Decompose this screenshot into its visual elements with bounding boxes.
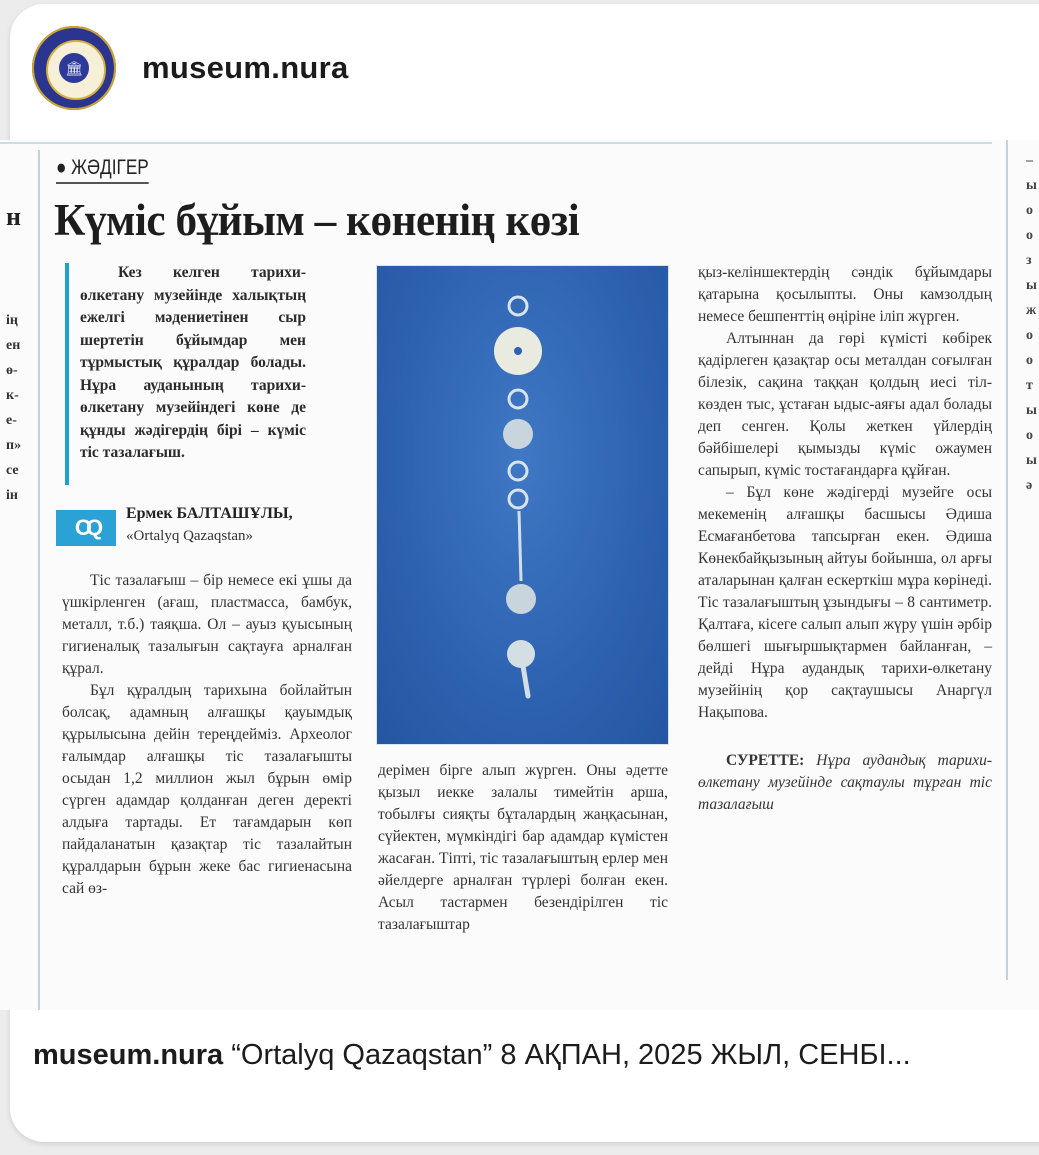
text-fragment: о [1026,228,1033,243]
text-fragment: о [1026,328,1033,343]
article-lead [80,262,306,465]
silver-tooth-cleaner-photo [377,266,668,744]
lead-paragraph: Кез келген тарихи-өлкетану музейінде халықтың ежелгі мәдениетінен сыр шертетін бұйымдар мен тұрмыстық құралдар болады. Нұра ауданының тарихи-өлкетану музейіндегі көне де құнды жәдігердің бірі – күміс тіс тазалағыш. [80,264,306,461]
column-rule-left [38,150,40,1010]
text-fragment: ы [1026,278,1037,293]
column-rule-right [1006,140,1008,980]
article-column-2 [378,760,668,936]
article-column-1 [62,570,352,900]
text-fragment: о [1026,353,1033,368]
text-fragment: т [1026,378,1033,393]
text-fragment: о [1026,203,1033,218]
text-fragment: ің [6,313,18,328]
paragraph: дерімен бірге алып жүрген. Оны әдетте қызыл иекке залалы тимейтін арша, тобылғы сияқты бұталардың жаңқасынан, сүйектен, мүмкіндігі бар адамдар күмістен жасаған. Тіпті, тіс тазалағыштың ерлер мен әйелдерге арналған түрлері болған екен. Асыл тастармен безендірілген тіс тазалағыштар [378,762,668,933]
paragraph: Бұл құралдың тарихына бойлайтын болсақ, адамның алғашқы қауымдық құрылысына дейін тереңдейміз. Археолог ғалымдар алғашқы тіс тазалағышты осыдан 1,2 миллион жыл бұрын өмір сүрген адамдар қолданған деген деректі алдыға тартады. Ет тағамдарын көп пайдаланатын қазақтар тіс тазалайтын құралдарын бұрын жеке бас гигиенасына сай өз- [62,682,352,897]
text-fragment: ө- [6,363,18,378]
photo-caption-label: СУРЕТТЕ: [726,752,805,769]
chain-ring [509,490,527,508]
article-column-3 [698,262,992,816]
post-caption [33,1036,993,1074]
text-fragment: ə [1026,478,1033,493]
text-fragment: е- [6,413,17,428]
avatar[interactable] [32,26,116,110]
text-fragment: ж [1026,303,1037,318]
post-header [32,26,349,110]
silver-disc [503,419,533,449]
lead-accent-bar [65,263,69,485]
pick-tip [523,666,528,696]
text-fragment: ен [6,338,21,353]
photo-caption [698,750,992,816]
adjacent-column-right [1026,148,1037,498]
museum-logo-icon: 🏛 [59,53,89,83]
newspaper-page [0,140,1039,1010]
caption-username[interactable]: museum.nura [33,1039,224,1071]
chain-ring [509,297,527,315]
text-fragment: ы [1026,403,1037,418]
text-fragment: п» [6,438,22,453]
author-name: Ермек БАЛТАШҰЛЫ, [126,505,293,522]
silver-disc [507,640,535,668]
photo-caption-text: Нұра аудандық тарихи-өлкетану музейінде сақтаулы тұрған тіс тазалағыш [698,752,992,813]
paragraph: – Бұл көне жәдігерді музейге осы мекеменің алғашқы басшысы Әдиша Есмағанбетова тапсырған екен. Әдиша Көнекбайқызының айтуы бойынша, ол арғы аталарынан қалған ескерткіш мұра көрінеді. Тіс тазалағыштың ұзындығы – 8 сантиметр. Қалтаға, кісеге салып алып жүру үшін әрбір бөлшегі шығыршықтармен байланған, – дейді Нұра аудандық тарихи-өлкетану музейінің қор сақтаушысы Анаргүл Нақыпова. [698,484,992,721]
paragraph: Тіс тазалағыш – бір немесе екі ұшы да үшкірленген (ағаш, пластмасса, бамбук, металл, т.б.) таяқша. Ол – ауыз қуысының гигиеналық тазалығын сақтауға арналған құрал. [62,572,352,677]
text-fragment: ы [1026,453,1037,468]
text-fragment: ін [6,488,18,503]
text-fragment: о [1026,428,1033,443]
twisted-rod [519,511,521,581]
adjacent-headline-fragment: н [6,202,21,231]
caption-text: “Ortalyq Qazaqstan” 8 АҚПАН, 2025 ЖЫЛ, СЕНБІ... [231,1039,911,1071]
text-fragment: з [1026,253,1032,268]
text-fragment: се [6,463,19,478]
chain-ring [509,462,527,480]
text-fragment: – [1026,153,1033,168]
rubric-label: ● ЖӘДІГЕР [56,156,149,184]
chain-ring [509,390,527,408]
username-link[interactable]: museum.nura [142,50,349,85]
silver-disc [506,584,536,614]
paragraph: Алтыннан да гөрі күмісті көбірек қадірлеген қазақтар осы металдан соғылған білезік, сақина таққан қолдың иесі тіл-көзден тыс, ұстаған ыдыс-аяғы адал болады деп сенген. Қолы жеткен үйлердің бәйбішелері қымызды күміс ожаумен сапырып, күміс тостағандарға құйған. [698,330,992,479]
article-photo [377,266,668,744]
text-fragment: ы [1026,178,1037,193]
paragraph: қыз-келіншектердің сәндік бұйымдары қатарына қосылыпты. Оны камзолдың немесе бешпенттің өңіріне іліп жүрген. [698,264,992,325]
newspaper-image[interactable] [0,140,1039,1010]
publication-logo-icon: OQ [56,510,116,546]
rosette-center [514,347,522,355]
text-fragment: к- [6,388,19,403]
column-rule-top [0,142,992,144]
article-headline: Күміс бұйым – көненің көзі [54,195,580,245]
publication-name: «Ortalyq Qazaqstan» [126,528,254,544]
adjacent-column-left [6,308,21,508]
